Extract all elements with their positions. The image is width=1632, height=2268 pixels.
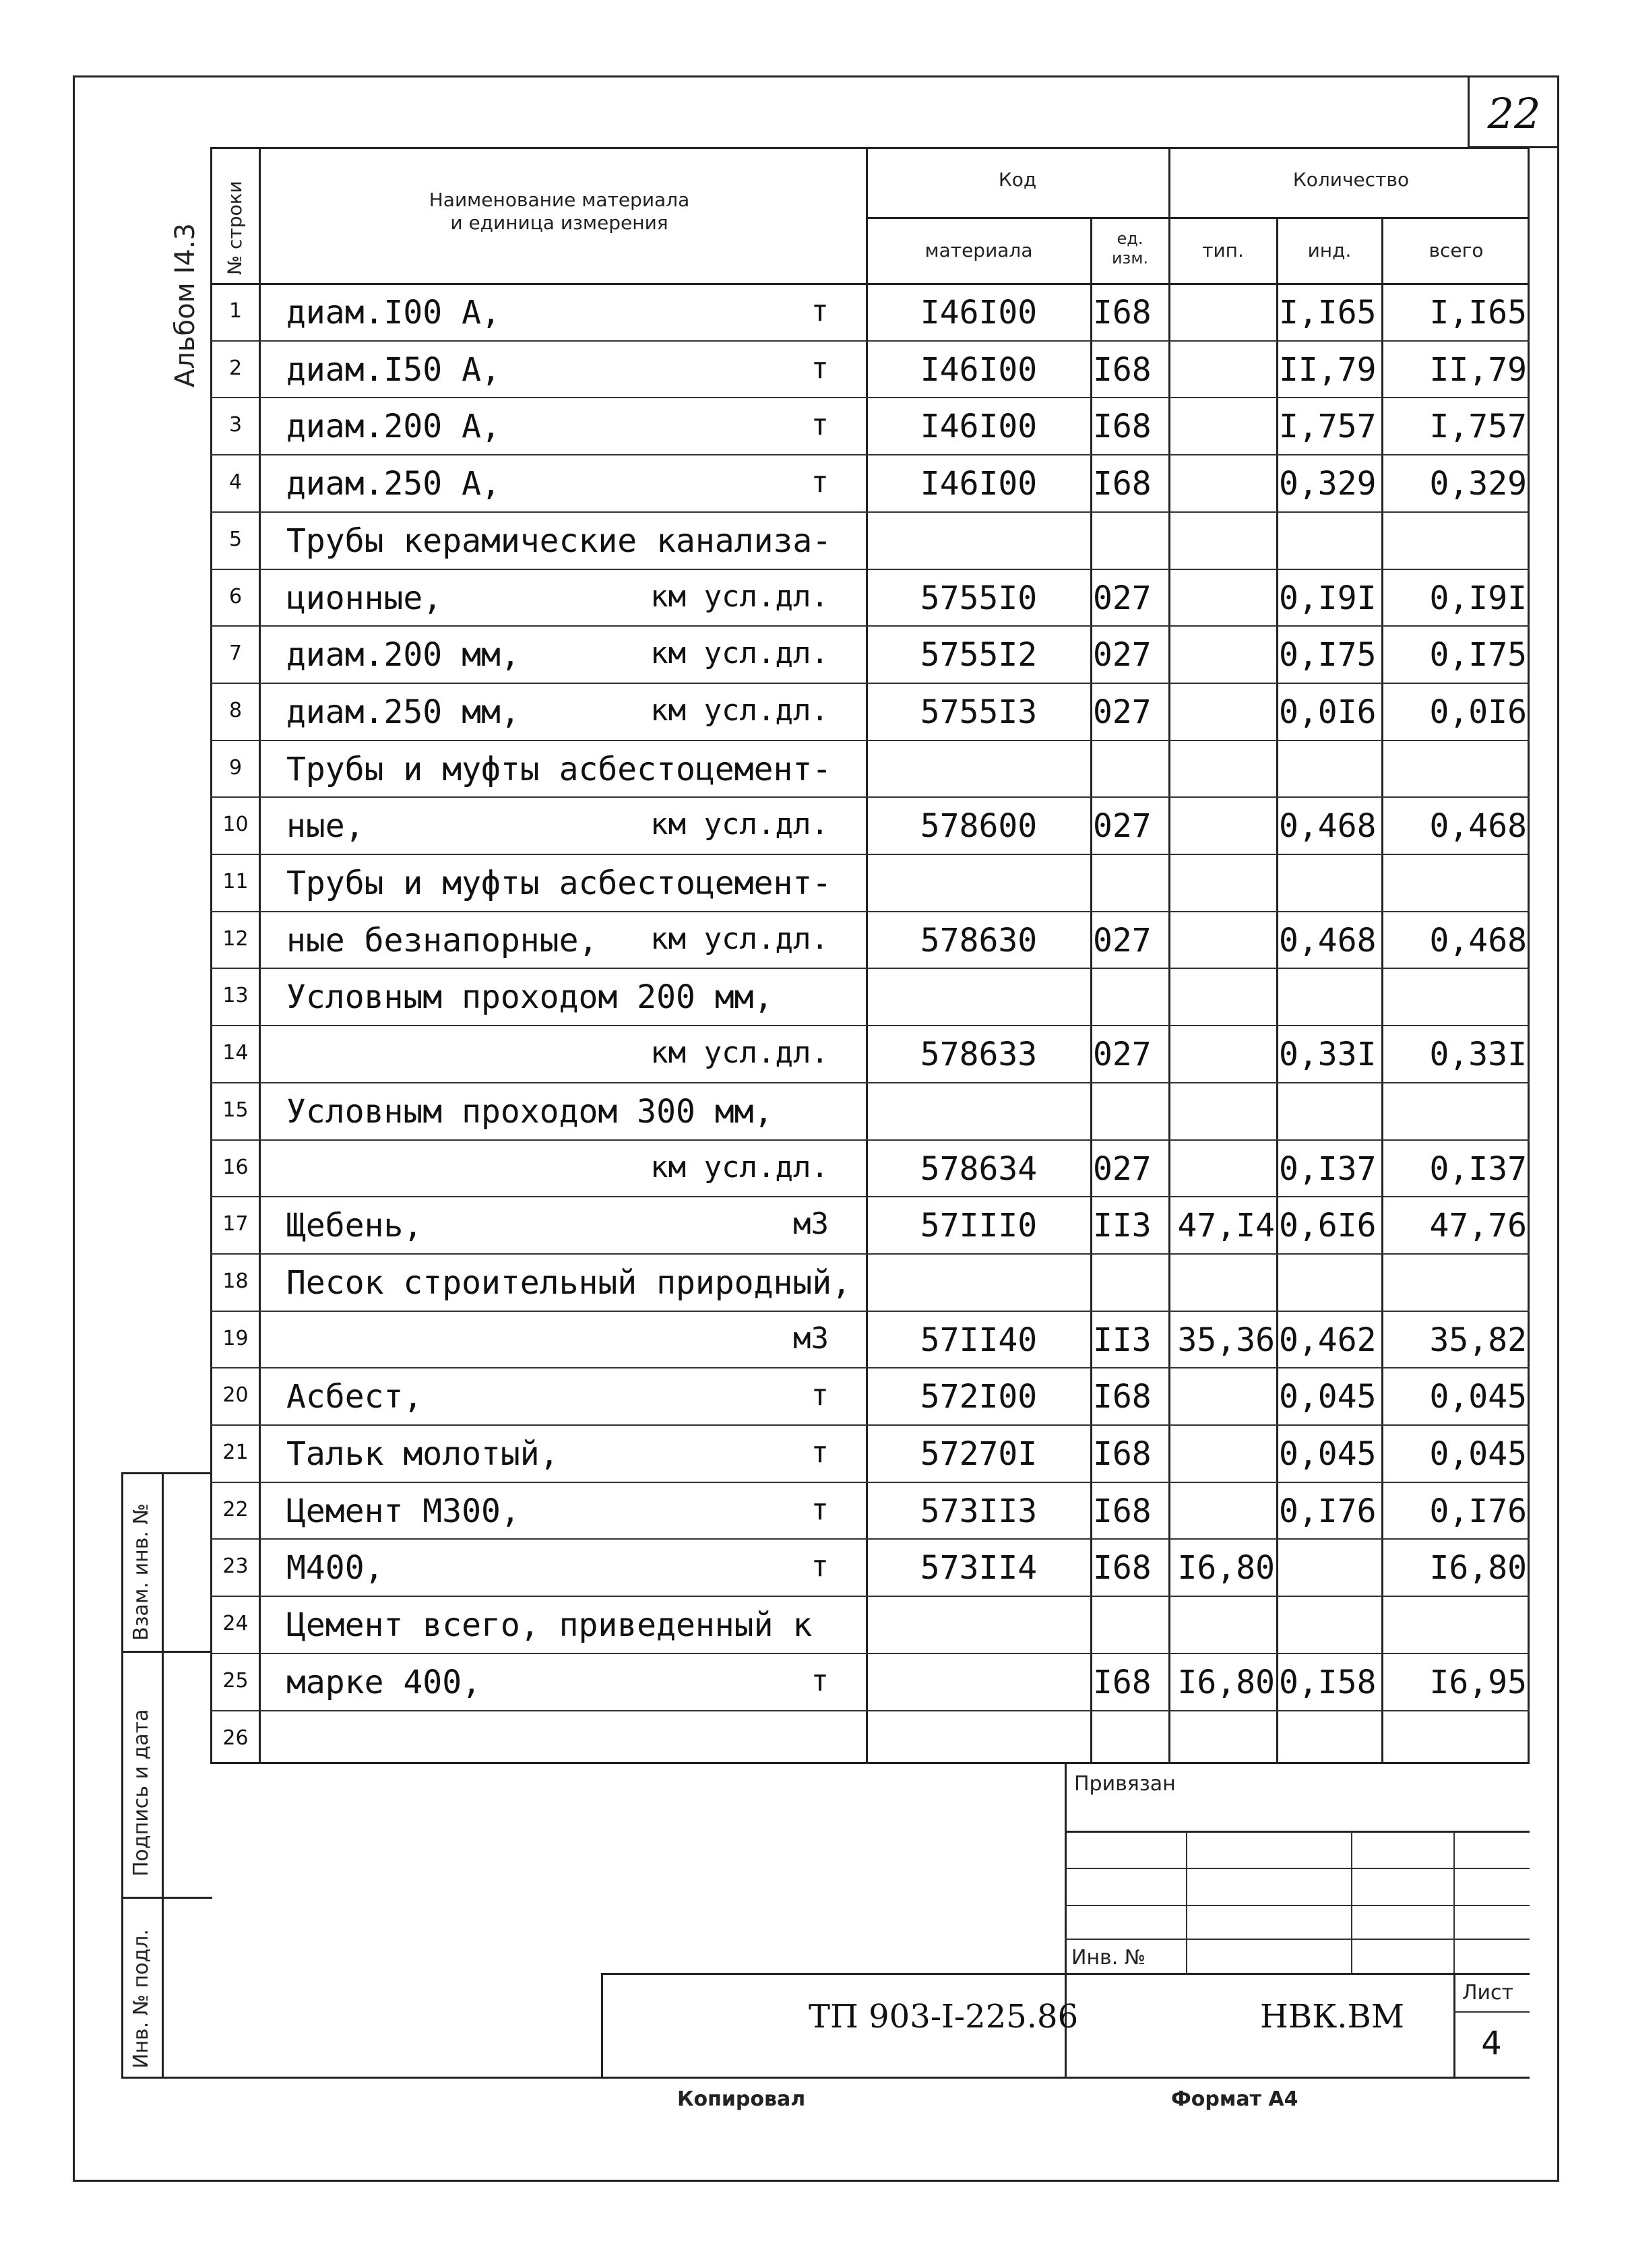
code-unit: 027 — [1093, 921, 1152, 959]
material-unit: т — [811, 1378, 829, 1413]
material-name: диам.250 А, — [286, 465, 501, 503]
row-number: 18 — [222, 1269, 249, 1293]
header-row-no: № строки — [224, 181, 246, 275]
material-name: диам.200 А, — [286, 408, 501, 446]
row-number: 23 — [222, 1554, 249, 1579]
header-qty-type: тип. — [1202, 239, 1244, 261]
qty-type: 47,I4 — [1177, 1207, 1275, 1245]
qty-ind: 0,0I6 — [1279, 693, 1377, 731]
side-inv-podl: Инв. № подл. — [129, 1929, 153, 2069]
code-unit: 027 — [1093, 1036, 1152, 1074]
material-name: диам.I00 А, — [286, 294, 501, 332]
stamp-doc-code: ТП 903-I-225.86 — [809, 1998, 1079, 2036]
row-number: 3 — [228, 413, 243, 437]
header-qty-total: всего — [1429, 239, 1484, 261]
row-number: 12 — [222, 926, 249, 951]
qty-total: 35,82 — [1429, 1321, 1527, 1359]
stamp-inv-no: Инв. № — [1071, 1946, 1146, 1970]
code-material: 5755I2 — [920, 636, 1038, 674]
qty-ind: 0,468 — [1279, 921, 1377, 959]
material-unit: км усл.дл. — [650, 1036, 829, 1071]
qty-total: I,757 — [1429, 408, 1527, 446]
code-unit: I68 — [1093, 294, 1152, 332]
qty-ind: II,79 — [1279, 350, 1377, 389]
code-unit: 027 — [1093, 579, 1152, 617]
qty-total: 0,I75 — [1429, 636, 1527, 674]
material-name: Асбест, — [286, 1378, 423, 1416]
qty-total: 0,045 — [1429, 1435, 1527, 1473]
code-unit: II3 — [1093, 1207, 1152, 1245]
row-number: 10 — [222, 813, 249, 837]
footer-format: Формат А4 — [1171, 2087, 1298, 2111]
material-unit: т — [811, 465, 829, 500]
material-name: ные безнапорные, — [286, 921, 598, 959]
qty-ind: 0,I9I — [1279, 579, 1377, 617]
material-name: Цемент М300, — [286, 1492, 520, 1530]
row-number: 24 — [222, 1612, 249, 1636]
qty-total: 0,I9I — [1429, 579, 1527, 617]
material-unit: т — [811, 294, 829, 328]
row-number: 16 — [222, 1155, 249, 1179]
code-material: 572I00 — [920, 1378, 1038, 1416]
code-unit: I68 — [1093, 1492, 1152, 1530]
footer-copied: Копировал — [677, 2087, 806, 2111]
code-material: I46I00 — [920, 294, 1038, 332]
qty-total: 0,045 — [1429, 1378, 1527, 1416]
album-label: Альбом I4.3 — [170, 223, 201, 387]
qty-ind: 0,I58 — [1279, 1663, 1377, 1701]
material-name: Трубы и муфты асбестоцемент- — [286, 750, 832, 788]
material-unit: км усл.дл. — [650, 921, 829, 956]
row-number: 13 — [222, 984, 249, 1008]
side-vzam-inv: Взам. инв. № — [129, 1503, 153, 1641]
material-unit: м3 — [793, 1207, 829, 1242]
stamp-doc-mark: НВК.ВМ — [1260, 1998, 1404, 2036]
code-material: 578600 — [920, 807, 1038, 846]
material-name: диам.250 мм, — [286, 693, 520, 731]
sheet-number: 22 — [1487, 89, 1541, 138]
material-unit: км усл.дл. — [650, 807, 829, 842]
qty-total: 0,329 — [1429, 465, 1527, 503]
code-material: I46I00 — [920, 350, 1038, 389]
code-unit: I68 — [1093, 408, 1152, 446]
code-material: 578630 — [920, 921, 1038, 959]
qty-ind: 0,462 — [1279, 1321, 1377, 1359]
qty-ind: 0,I75 — [1279, 636, 1377, 674]
material-name: ные, — [286, 807, 365, 846]
qty-total: 47,76 — [1429, 1207, 1527, 1245]
material-name: Щебень, — [286, 1207, 423, 1245]
header-quantity: Количество — [1292, 168, 1410, 191]
qty-ind: 0,045 — [1279, 1378, 1377, 1416]
row-number: 11 — [222, 870, 249, 893]
row-number: 25 — [222, 1668, 249, 1693]
qty-ind: 0,468 — [1279, 807, 1377, 846]
qty-ind: I,I65 — [1279, 294, 1377, 332]
qty-total: 0,33I — [1429, 1036, 1527, 1074]
material-name: диам.I50 А, — [286, 350, 501, 389]
material-unit: т — [811, 1435, 829, 1470]
material-name: Песок строительный природный, — [286, 1263, 852, 1302]
row-number: 26 — [222, 1726, 249, 1750]
qty-ind: I,757 — [1279, 408, 1377, 446]
material-name: Условным проходом 300 мм, — [286, 1092, 774, 1131]
qty-total: 0,0I6 — [1429, 693, 1527, 731]
code-material: 578633 — [920, 1036, 1038, 1074]
row-number: 1 — [228, 299, 243, 323]
code-unit: I68 — [1093, 1549, 1152, 1587]
material-unit: т — [811, 1492, 829, 1527]
qty-ind: 0,045 — [1279, 1435, 1377, 1473]
material-unit: м3 — [793, 1321, 829, 1356]
code-unit: I68 — [1093, 1663, 1152, 1701]
header-qty-ind: инд. — [1307, 239, 1352, 261]
qty-ind: 0,6I6 — [1279, 1207, 1377, 1245]
row-number: 2 — [228, 356, 243, 380]
code-material: 573II4 — [920, 1549, 1038, 1587]
row-number: 6 — [228, 584, 243, 608]
material-unit: т — [811, 408, 829, 443]
row-number: 19 — [222, 1326, 249, 1350]
material-unit: т — [811, 1549, 829, 1584]
header-code-material: материала — [924, 239, 1033, 261]
material-name: ционные, — [286, 579, 443, 617]
code-material: 5755I0 — [920, 579, 1038, 617]
stamp-list-number: 4 — [1481, 2025, 1502, 2062]
row-number: 14 — [222, 1041, 249, 1065]
side-podpis-data: Подпись и дата — [129, 1709, 153, 1877]
header-name: Наименование материала и единица измерения — [429, 189, 690, 234]
code-material: 5755I3 — [920, 693, 1038, 731]
code-unit: I68 — [1093, 350, 1152, 389]
code-material: 57III0 — [920, 1207, 1038, 1245]
row-number: 21 — [222, 1441, 249, 1464]
code-unit: 027 — [1093, 1149, 1152, 1188]
qty-ind: 0,329 — [1279, 465, 1377, 503]
qty-total: I6,95 — [1429, 1663, 1527, 1701]
material-unit: т — [811, 1663, 829, 1698]
material-name: диам.200 мм, — [286, 636, 520, 674]
material-unit: км усл.дл. — [650, 579, 829, 614]
code-unit: 027 — [1093, 636, 1152, 674]
header-code-unit: ед. изм. — [1111, 229, 1149, 267]
qty-total: 0,I76 — [1429, 1492, 1527, 1530]
qty-type: I6,80 — [1177, 1663, 1275, 1701]
code-material: 57270I — [920, 1435, 1038, 1473]
row-number: 17 — [222, 1212, 249, 1236]
qty-total: I,I65 — [1429, 294, 1527, 332]
code-unit: 027 — [1093, 807, 1152, 846]
table-row — [210, 1710, 1530, 1767]
qty-ind: 0,33I — [1279, 1036, 1377, 1074]
row-number: 8 — [228, 698, 243, 722]
material-unit: км усл.дл. — [650, 1149, 829, 1185]
qty-total: II,79 — [1429, 350, 1527, 389]
material-name: Тальк молотый, — [286, 1435, 559, 1473]
row-number: 15 — [222, 1098, 249, 1122]
qty-total: I6,80 — [1429, 1549, 1527, 1587]
code-unit: I68 — [1093, 465, 1152, 503]
code-unit: II3 — [1093, 1321, 1152, 1359]
row-number: 22 — [222, 1497, 249, 1521]
material-name: Трубы и муфты асбестоцемент- — [286, 864, 832, 902]
row-number: 5 — [228, 527, 243, 551]
row-number: 20 — [222, 1383, 249, 1408]
code-material: 578634 — [920, 1149, 1038, 1188]
material-name: Цемент всего, приведенный к — [286, 1606, 813, 1645]
material-name: М400, — [286, 1549, 384, 1587]
code-material: I46I00 — [920, 408, 1038, 446]
material-unit: км усл.дл. — [650, 693, 829, 728]
qty-type: I6,80 — [1177, 1549, 1275, 1587]
row-number: 4 — [228, 470, 243, 495]
material-name: Трубы керамические канализа- — [286, 522, 832, 560]
row-number: 9 — [228, 755, 243, 780]
qty-total: 0,468 — [1429, 921, 1527, 959]
code-material: I46I00 — [920, 465, 1038, 503]
material-name: марке 400, — [286, 1663, 481, 1701]
qty-total: 0,468 — [1429, 807, 1527, 846]
code-unit: 027 — [1093, 693, 1152, 731]
material-unit: км усл.дл. — [650, 636, 829, 671]
code-material: 57II40 — [920, 1321, 1038, 1359]
row-number: 7 — [228, 641, 243, 666]
qty-total: 0,I37 — [1429, 1149, 1527, 1188]
qty-ind: 0,I37 — [1279, 1149, 1377, 1188]
qty-ind: 0,I76 — [1279, 1492, 1377, 1530]
header-code: Код — [998, 168, 1037, 191]
code-unit: I68 — [1093, 1435, 1152, 1473]
material-name: Условным проходом 200 мм, — [286, 978, 774, 1017]
code-unit: I68 — [1093, 1378, 1152, 1416]
code-material: 573II3 — [920, 1492, 1038, 1530]
stamp-list-label: Лист — [1462, 1981, 1514, 2005]
stamp-privyazan: Привязан — [1074, 1772, 1176, 1796]
qty-type: 35,36 — [1177, 1321, 1275, 1359]
material-unit: т — [811, 350, 829, 385]
